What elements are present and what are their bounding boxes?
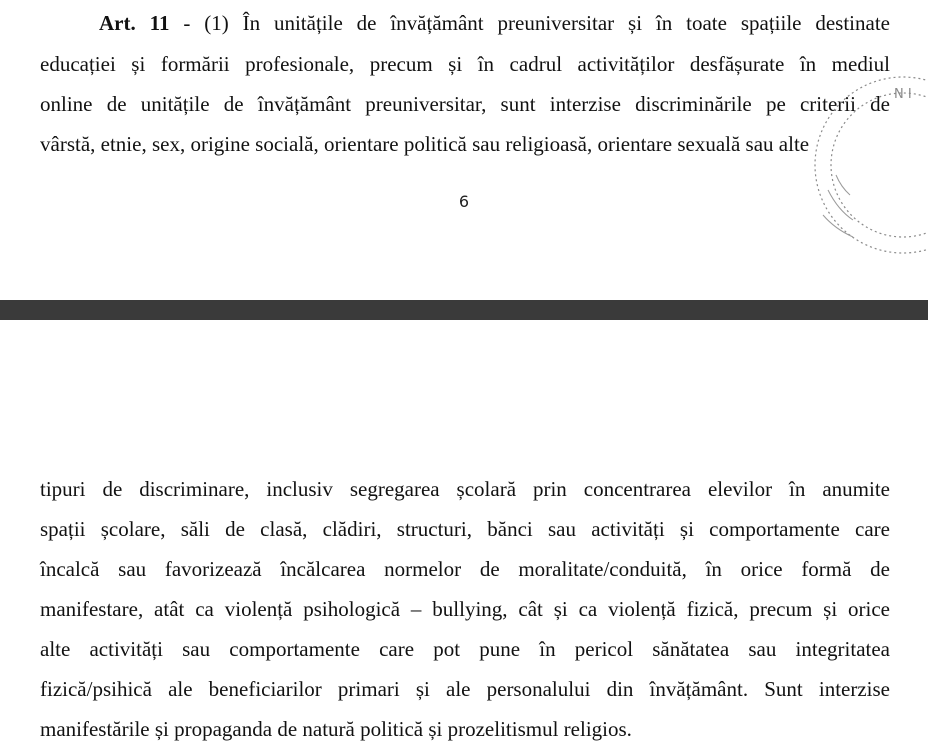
text-line: alte activități sau comportamente care pot pune în pericol sănătatea sau integritatea: [40, 637, 890, 661]
text-line-content: - (1) În unitățile de învățământ preuniversitar și în toate spațiile destinate: [169, 11, 890, 35]
text-line: [99, 10, 890, 36]
page-bottom: [0, 320, 928, 750]
text-line: fizică/psihică ale beneficiarilor primari și ale personalului din învățământ. Sunt interzise: [40, 677, 890, 701]
article-label: Art. 11: [99, 11, 170, 35]
text-line: încalcă sau favorizează încălcarea normelor de moralitate/conduită, în orice formă de: [40, 557, 890, 581]
page-number: 6: [458, 192, 470, 211]
text-line: online de unitățile de învățământ preuniversitar, sunt interzise discriminările pe criterii de: [40, 92, 890, 116]
text-line: spații școlare, săli de clasă, clădiri, structuri, bănci sau activități și comportamente care: [40, 517, 890, 541]
page-separator: [0, 300, 928, 320]
text-line: manifestare, atât ca violență psihologică – bullying, cât și ca violență fizică, precum și orice: [40, 597, 890, 621]
text-line: educației și formării profesionale, precum și în cadrul activităților desfășurate în mediul: [40, 52, 890, 76]
text-line: manifestările și propaganda de natură politică și prozelitismul religios.: [40, 717, 632, 741]
text-line: tipuri de discriminare, inclusiv segregarea școlară prin concentrarea elevilor în anumite: [40, 477, 890, 501]
page-top: [0, 0, 928, 300]
stamp-text: N I: [894, 87, 912, 102]
text-line: vârstă, etnie, sex, origine socială, orientare politică sau religioasă, orientare sexuală sau alte: [40, 132, 810, 156]
